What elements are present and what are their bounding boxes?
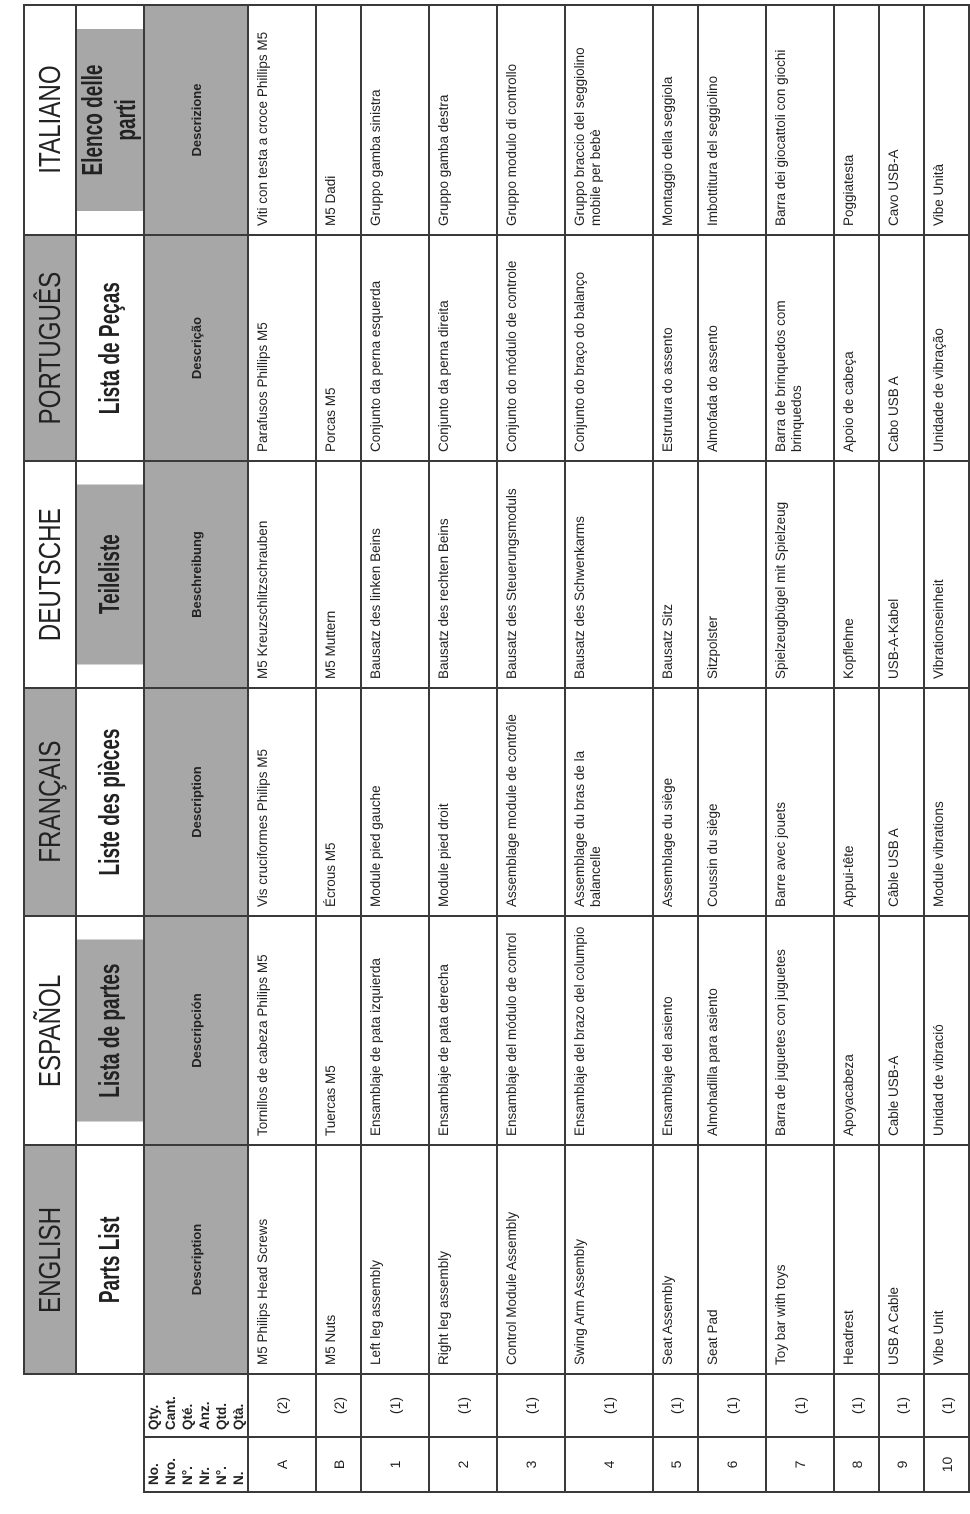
part-description-es: Ensamblaje de pata derecha bbox=[429, 916, 497, 1145]
part-description-fr: Écrous M5 bbox=[316, 688, 361, 916]
part-number: 8 bbox=[834, 1437, 879, 1492]
part-description-en: M5 Nuts bbox=[316, 1145, 361, 1374]
part-description-it: Barra dei giocattoli con giochi bbox=[766, 5, 834, 235]
part-description-pt: Unidade de vibração bbox=[924, 235, 969, 461]
part-number: B bbox=[316, 1437, 361, 1492]
part-description-de: Vibrationseinheit bbox=[924, 461, 969, 688]
part-description-it: Viti con testa a croce Phillips M5 bbox=[248, 5, 316, 235]
part-description-en: Seat Assembly bbox=[653, 1145, 698, 1374]
part-description-it: Cavo USB-A bbox=[879, 5, 924, 235]
part-description-de: USB-A-Kabel bbox=[879, 461, 924, 688]
part-description-es: Almohadilla para asiento bbox=[698, 916, 766, 1145]
part-description-de: Bausatz des rechten Beins bbox=[429, 461, 497, 688]
part-description-en: Left leg assembly bbox=[361, 1145, 429, 1374]
part-description-pt: Barra de brinquedos com brinquedos bbox=[766, 235, 834, 461]
part-number: 10 bbox=[924, 1437, 969, 1492]
table-row bbox=[924, 5, 969, 1492]
part-description-es: Ensamblaje del asiento bbox=[653, 916, 698, 1145]
part-description-pt: Conjunto do módulo de controle bbox=[497, 235, 565, 461]
list-title-row bbox=[76, 5, 144, 1492]
number-column-header: No. Nro. N°. Nr. N°. N. bbox=[144, 1437, 248, 1492]
part-description-en: Vibe Unit bbox=[924, 1145, 969, 1374]
table-row bbox=[834, 5, 879, 1492]
part-description-es: Cable USB-A bbox=[879, 916, 924, 1145]
part-description-fr: Coussin du siège bbox=[698, 688, 766, 916]
table-row bbox=[879, 5, 924, 1492]
part-description-pt: Conjunto da perna direita bbox=[429, 235, 497, 461]
list-title-portugues: Lista de Peças bbox=[76, 258, 144, 439]
table-row bbox=[361, 5, 429, 1492]
corner-blank bbox=[24, 1374, 76, 1492]
part-description-pt: Porcas M5 bbox=[316, 235, 361, 461]
column-header-row bbox=[144, 5, 248, 1492]
part-quantity: (1) bbox=[429, 1374, 497, 1437]
part-description-es: Apoyacabeza bbox=[834, 916, 879, 1145]
description-header-english: Description bbox=[144, 1145, 248, 1374]
table-row bbox=[248, 5, 316, 1492]
part-description-pt: Parafusos Phillips M5 bbox=[248, 235, 316, 461]
list-title-espanol: Lista de partes bbox=[76, 939, 144, 1122]
part-quantity: (1) bbox=[565, 1374, 653, 1437]
part-number: 6 bbox=[698, 1437, 766, 1492]
list-title-italiano: Elenco delle parti bbox=[76, 28, 144, 212]
part-description-es: Tuercas M5 bbox=[316, 916, 361, 1145]
part-quantity: (1) bbox=[924, 1374, 969, 1437]
part-description-fr: Appui-tête bbox=[834, 688, 879, 916]
parts-table-body bbox=[248, 5, 969, 1492]
part-description-de: Bausatz des Steuerungsmoduls bbox=[497, 461, 565, 688]
part-description-en: Right leg assembly bbox=[429, 1145, 497, 1374]
lang-portugues: PORTUGUÊS bbox=[24, 235, 76, 461]
part-description-de: Bausatz des linken Beins bbox=[361, 461, 429, 688]
part-quantity: (1) bbox=[698, 1374, 766, 1437]
description-header-francais: Description bbox=[144, 688, 248, 916]
lang-espanol: ESPAÑOL bbox=[24, 916, 76, 1145]
part-number: 5 bbox=[653, 1437, 698, 1492]
part-description-it: Gruppo braccio del seggiolino mobile per bebè bbox=[565, 5, 653, 235]
part-description-en: Headrest bbox=[834, 1145, 879, 1374]
part-quantity: (1) bbox=[879, 1374, 924, 1437]
description-header-espanol: Descripción bbox=[144, 916, 248, 1145]
list-title-francais: Liste des pièces bbox=[76, 711, 144, 893]
part-description-en: Control Module Assembly bbox=[497, 1145, 565, 1374]
rotated-parts-table-container bbox=[23, 6, 955, 1493]
part-quantity: (1) bbox=[766, 1374, 834, 1437]
part-description-it: Gruppo gamba destra bbox=[429, 5, 497, 235]
corner-blank-2 bbox=[76, 1374, 144, 1492]
part-description-fr: Assemblage du siège bbox=[653, 688, 698, 916]
part-number: 3 bbox=[497, 1437, 565, 1492]
part-number: 4 bbox=[565, 1437, 653, 1492]
table-row bbox=[316, 5, 361, 1492]
table-row bbox=[766, 5, 834, 1492]
part-description-it: Vibe Unità bbox=[924, 5, 969, 235]
part-description-en: USB A Cable bbox=[879, 1145, 924, 1374]
part-quantity: (1) bbox=[834, 1374, 879, 1437]
lang-deutsche: DEUTSCHE bbox=[24, 461, 76, 688]
part-description-de: M5 Muttern bbox=[316, 461, 361, 688]
parts-list-table bbox=[23, 4, 970, 1493]
part-description-it: Montaggio della seggiola bbox=[653, 5, 698, 235]
part-description-fr: Assemblage module de contrôle bbox=[497, 688, 565, 916]
part-description-fr: Assemblage du bras de la balancelle bbox=[565, 688, 653, 916]
part-description-es: Ensamblaje de pata izquierda bbox=[361, 916, 429, 1145]
part-description-en: Toy bar with toys bbox=[766, 1145, 834, 1374]
part-description-fr: Vis cruciformes Philips M5 bbox=[248, 688, 316, 916]
part-description-es: Barra de juguetes con juguetes bbox=[766, 916, 834, 1145]
part-description-de: Bausatz des Schwenkarms bbox=[565, 461, 653, 688]
part-quantity: (1) bbox=[361, 1374, 429, 1437]
part-quantity: (1) bbox=[653, 1374, 698, 1437]
part-quantity: (2) bbox=[316, 1374, 361, 1437]
part-description-de: Kopflehne bbox=[834, 461, 879, 688]
part-description-it: Gruppo gamba sinistra bbox=[361, 5, 429, 235]
table-row bbox=[429, 5, 497, 1492]
description-header-deutsche: Beschreibung bbox=[144, 461, 248, 688]
table-row bbox=[653, 5, 698, 1492]
lang-francais: FRANÇAIS bbox=[24, 688, 76, 916]
part-description-fr: Module vibrations bbox=[924, 688, 969, 916]
part-description-de: M5 Kreuzschlitzschrauben bbox=[248, 461, 316, 688]
part-description-de: Spielzeugbügel mit Spielzeug bbox=[766, 461, 834, 688]
part-number: 1 bbox=[361, 1437, 429, 1492]
part-description-es: Tornillos de cabeza Philips M5 bbox=[248, 916, 316, 1145]
part-description-it: Imbottitura del seggiolino bbox=[698, 5, 766, 235]
list-title-english: Parts List bbox=[76, 1168, 144, 1351]
table-row bbox=[565, 5, 653, 1492]
part-description-pt: Conjunto da perna esquerda bbox=[361, 235, 429, 461]
part-quantity: (1) bbox=[497, 1374, 565, 1437]
part-description-pt: Estrutura do assento bbox=[653, 235, 698, 461]
part-description-es: Unidad de vibració bbox=[924, 916, 969, 1145]
part-description-en: Seat Pad bbox=[698, 1145, 766, 1374]
part-description-es: Ensamblaje del brazo del columpio bbox=[565, 916, 653, 1145]
part-number: 9 bbox=[879, 1437, 924, 1492]
part-description-it: Poggiatesta bbox=[834, 5, 879, 235]
part-description-it: Gruppo modulo di controllo bbox=[497, 5, 565, 235]
part-description-pt: Cabo USB A bbox=[879, 235, 924, 461]
part-description-fr: Barre avec jouets bbox=[766, 688, 834, 916]
part-description-en: M5 Philips Head Screws bbox=[248, 1145, 316, 1374]
part-description-fr: Module pied gauche bbox=[361, 688, 429, 916]
part-description-de: Sitzpolster bbox=[698, 461, 766, 688]
description-header-portugues: Descrição bbox=[144, 235, 248, 461]
description-header-italiano: Descrizione bbox=[144, 5, 248, 235]
part-description-en: Swing Arm Assembly bbox=[565, 1145, 653, 1374]
part-quantity: (2) bbox=[248, 1374, 316, 1437]
part-number: 7 bbox=[766, 1437, 834, 1492]
part-description-fr: Module pied droit bbox=[429, 688, 497, 916]
list-title-deutsche: Teileliste bbox=[76, 484, 144, 666]
part-number: 2 bbox=[429, 1437, 497, 1492]
lang-english: ENGLISH bbox=[24, 1145, 76, 1374]
part-description-pt: Almofada do assento bbox=[698, 235, 766, 461]
part-description-es: Ensamblaje del módulo de control bbox=[497, 916, 565, 1145]
lang-italiano: ITALIANO bbox=[24, 5, 76, 235]
part-description-it: M5 Dadi bbox=[316, 5, 361, 235]
part-description-fr: Câble USB A bbox=[879, 688, 924, 916]
quantity-column-header: Qty. Cant. Qté. Anz. Qtd. Qtà. bbox=[144, 1374, 248, 1437]
language-row bbox=[24, 5, 76, 1492]
table-row bbox=[698, 5, 766, 1492]
part-description-pt: Conjunto do braço do balanço bbox=[565, 235, 653, 461]
table-row bbox=[497, 5, 565, 1492]
part-description-de: Bausatz Sitz bbox=[653, 461, 698, 688]
part-description-pt: Apoio de cabeça bbox=[834, 235, 879, 461]
part-number: A bbox=[248, 1437, 316, 1492]
